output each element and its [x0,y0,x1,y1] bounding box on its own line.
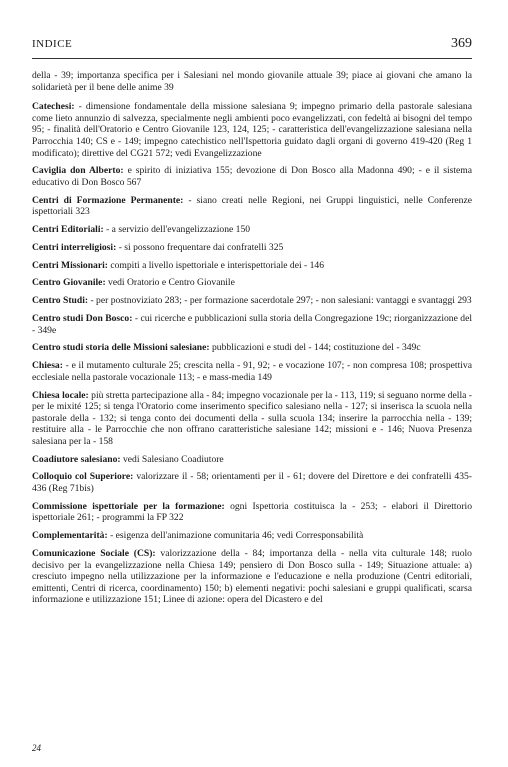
entry-term: Centro Studi: [32,295,89,307]
entry-term: Chiesa locale: [32,389,89,401]
entry-text: e spirito di iniziativa 155; devozione di Don Bosco alla Madonna 490; - e il sistema educativo di Don Bosco 567 [32,165,473,188]
entry-text: - siano creati nelle Regioni, nei Gruppi linguistici, nelle Conferenze ispettoriali 323 [32,194,472,218]
entry-text: più stretta partecipazione alla - 84; impegno vocazionale per la - 113, 119; si seguano norme della - per le mixité 125; si tenga l'Oratorio come inserimento specifico salesiano nella - 127; si inserisca la scuola nella pastorale della - 132; si tenga conto dei documenti della - sulla scuola 134; inserire la parrocchia nella - 139; restituire alla - le Parrocchie che non offrano caratteristiche salesiane 142; missioni e - 146; Nuova Presenza salesiana per la - 158 [32,389,472,447]
entry-text: - e il mutamento culturale 25; crescita nella - 91, 92; - e vocazione 107; - non compresa 108; prospettiva ecclesiale nella pastorale vocazionale 113; - e mass-media 149 [32,360,472,383]
entry-term: Chiesa: [32,360,63,372]
index-entry [32,242,472,254]
entry-term: Coadiutore salesiano: [32,453,121,465]
index-entry [32,454,472,466]
entry-term: Catechesi: [32,101,75,113]
index-content [32,70,472,612]
entry-term: Centri interreligiosi: [32,241,117,253]
index-entry [32,342,472,354]
index-entry [32,501,472,524]
entry-term: Caviglia don Alberto: [32,165,124,177]
entry-text: vedi Oratorio e Centro Giovanile [108,277,235,289]
entry-text: della - 39; importanza specifica per i Salesiani nel mondo giovanile attuale 39; piace ai giovani che amano la solidarietà per il bene delle anime 39 [32,70,472,93]
header-title: INDICE [32,38,73,50]
entry-term: Centri Missionari: [32,259,108,271]
entry-text: - a servizio dell'evangelizzazione 150 [106,224,251,236]
entry-term: Centro studi Don Bosco: [32,313,133,324]
index-entry [32,101,472,159]
index-entry [32,390,472,448]
entry-term: Centro Giovanile: [32,277,106,289]
entry-term: Centri Editoriali: [32,224,104,236]
entry-text: compiti a livello ispettoriale e interispettoriale dei - 146 [110,259,325,271]
entry-text: vedi Salesiano Coadiutore [122,453,224,465]
index-entry [32,295,472,307]
entry-term: Centro studi storia delle Missioni salesiane: [32,342,210,354]
entry-text: valorizzare il - 58; orientamenti per il - 61; dovere del Direttore e dei confratelli 435-436 (Reg 71bis) [32,471,472,495]
index-entry [32,70,472,93]
entry-term: Centri di Formazione Permanente: [32,194,184,206]
entry-text: - esigenza dell'animazione comunitaria 46; vedi Corresponsabilità [110,530,364,542]
entry-text: - cui ricerche e pubblicazioni sulla storia della Congregazione 19c; riorganizzazione del - 349e [32,313,472,336]
entry-term: Complementarità: [32,530,108,542]
index-entry [32,548,472,606]
entry-text: valorizzazione della - 84; importanza della - nella vita culturale 148; ruolo decisivo per la evangelizzazione nella Chiesa 149; pensiero di Don Bosco sulla - 149; Situazione attuale: a) cresciuto impegno nella utilizzazione per la informazione e l'educazione e nella produzione (Centri editoriali, emittenti, Centri di ricerca, coordinamento) 150; b) elementi negativi: pochi salesiani e gruppi qualificati, scarsa informazione e utilizzazione 151; Linee di azione: opera del Dicastero e del [32,548,472,606]
index-entry [32,260,472,272]
entry-term: Colloquio col Superiore: [32,471,134,483]
entry-text: - si possono frequentare dai confratelli 325 [118,241,284,253]
index-entry [32,165,472,188]
index-entry [32,360,472,383]
index-entry [32,224,472,236]
page-folio: 24 [32,743,41,753]
entry-text: - per postnoviziato 283; - per formazione sacerdotale 297; - non salesiani: vantaggi e svantaggi 293 [90,295,472,307]
index-entry [32,530,472,542]
entry-text: - dimensione fondamentale della missione salesiana 9; impegno primario della pastorale salesiana come lieto annunzio di salvezza, specialmente negli ambienti poco evangelizzati, con fedeltà ai bisogni del tempo 95; - finalità dell'Oratorio e Centro Giovanile 123, 124, 125; - caratteristica dell'evangelizzazione salesiana nella Parrocchia 140; CS e - 149; impegno catechistico nell'Ispettoria guidato dagli organi di governo 419-420 (Reg 1 modificato); direttive del CG21 572; vedi Evangelizzazione [32,101,472,159]
entry-term: Commissione ispettoriale per la formazione: [32,500,225,512]
index-entry [32,313,472,336]
entry-term: Comunicazione Sociale (CS): [32,548,156,559]
index-entry [32,277,472,289]
index-entry [32,471,472,494]
page-number: 369 [451,36,472,51]
running-header [32,36,472,59]
entry-text: ogni Ispettoria costituisca la - 253; - elabori il Direttorio ispettoriale 261; - programmi la FP 322 [32,500,472,524]
index-entry [32,195,472,218]
entry-text: pubblicazioni e studi del - 144; costituzione del - 349c [211,342,421,354]
